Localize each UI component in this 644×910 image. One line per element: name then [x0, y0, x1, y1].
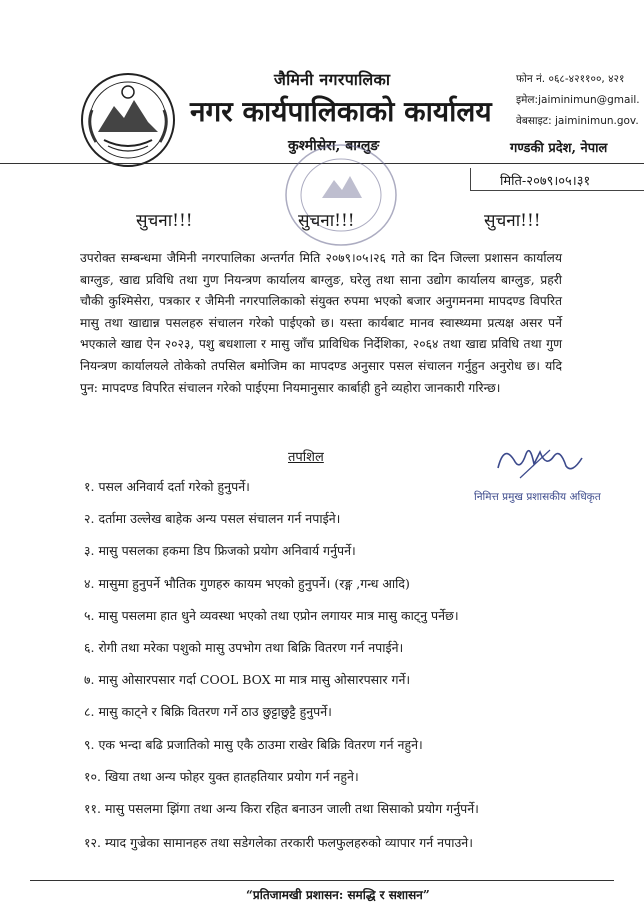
schedule-heading: तपशिल	[288, 450, 324, 465]
footer-slogan: “प्रतिजामखी प्रशासन: समद्धि र सशासन”	[246, 888, 430, 902]
schedule-item-11: ११. मासु पसलमा झिंगा तथा अन्य किरा रहित बनाउन जाली तथा सिसाको प्रयोग गर्नुपर्ने।	[84, 801, 479, 816]
notice-body: उपरोक्त सम्बन्धमा जैमिनी नगरपालिका अन्तर्गत मिति २०७९।०५।२६ गते का दिन जिल्ला प्रशासन कार्यालय बाग्लुङ, खाद्य प्रविधि तथा गुण नियन्त्रण कार्यालय बाग्लुङ, घरेलु तथा साना उद्योग कार्यालय बाग्लुङ, प्रहरी चौकी कुश्मिसेरा, पत्रकार र जैमिनी नगरपालिकाको संयुक्त रुपमा भएको बजार अनुगमनमा मापदण्ड विपरित मासु तथा खाद्यान्न पसलहरु संचालन गरेको पाईएको छ। यस्ता कार्यबाट मानव स्वास्थ्यमा प्रत्यक्ष असर पर्ने भएकाले खाद्य ऐन २०२३, पशु बधशाला र मासु जाँच प्राविधिक निर्देशिका, २०६४ तथा खाद्य प्रविधि तथा गुण नियन्त्रण कार्यालयले तोकेको तपसिल बमोजिम का मापदण्ड अनुसार पसल संचालन गर्नुहुन अनुरोध छ। यदि पुन: मापदण्ड विपरित संचालन गरेको पाईएमा नियमानुसार कार्बाही हुने व्यहोरा जानकारी गरिन्छ।	[80, 251, 562, 395]
notice-heading-1: सुचना!!!	[136, 211, 193, 231]
schedule-item-5: ५. मासु पसलमा हात धुने व्यवस्था भएको तथा एप्रोन लगायर मात्र मासु काट्नु पर्नेछ।	[84, 608, 459, 623]
schedule-item-3: ३. मासु पसलका हकमा डिप फ्रिजको प्रयोग अनिवार्य गर्नुपर्ने।	[84, 543, 356, 558]
office-address: कुश्मीसेरा, बाग्लुङ	[288, 138, 380, 154]
contact-website: वेबसाइट: jaiminimun.gov.	[516, 115, 639, 127]
office-stamp	[282, 140, 400, 250]
schedule-item-9: ९. एक भन्दा बढि प्रजातिको मासु एकै ठाउमा राखेर बिक्रि वितरण गर्न नहुने।	[84, 737, 423, 752]
office-title: नगर कार्यपालिकाको कार्यालय	[190, 95, 492, 128]
municipality-name: जैमिनी नगरपालिका	[274, 70, 391, 89]
schedule-item-4: ४. मासुमा हुनुपर्ने भौतिक गुणहरु कायम भएको हुनुपर्ने। (रङ्ग ,गन्ध आदि)	[84, 576, 410, 591]
nepal-emblem-icon	[78, 70, 178, 170]
contact-phone: फोन नं. ०६८-४२११००, ४२१	[516, 73, 625, 85]
schedule-item-10: १०. खिया तथा अन्य फोहर युक्त हातहतियार प्रयोग गर्न नहुने।	[84, 769, 359, 784]
letter-date: मिति-२०७९।०५।३१	[500, 174, 591, 189]
schedule-item-1: १. पसल अनिवार्य दर्ता गरेको हुनुपर्ने।	[84, 479, 250, 494]
province-name: गण्डकी प्रदेश, नेपाल	[510, 141, 608, 156]
schedule-item-6: ६. रोगी तथा मरेका पशुको मासु उपभोग तथा बिक्रि वितरण गर्न नपाईने।	[84, 640, 404, 655]
footer-divider	[30, 880, 614, 881]
schedule-item-7: ७. मासु ओसारपसार गर्दा COOL BOX मा मात्र मासु ओसारपसार गर्ने।	[84, 672, 411, 687]
schedule-item-12: १२. म्याद गुज्रेका सामानहरु तथा सडेगलेका तरकारी फलफुलहरुको व्यापार गर्न नपाउने।	[84, 835, 473, 850]
handwritten-signature	[490, 438, 590, 486]
notice-heading-3: सुचना!!!	[484, 211, 541, 231]
schedule-item-8: ८. मासु काट्ने र बिक्रि वितरण गर्ने ठाउ छुट्टाछुट्टै हुनुपर्ने।	[84, 704, 332, 719]
notice-heading-2: सुचना!!!	[298, 211, 355, 231]
contact-email: इमेल:jaiminimun@gmail.	[516, 94, 640, 106]
schedule-item-2: २. दर्तामा उल्लेख बाहेक अन्य पसल संचालन गर्न नपाईने।	[84, 511, 341, 526]
signatory-title: निमित्त प्रमुख प्रशासकीय अधिकृत	[474, 491, 601, 503]
